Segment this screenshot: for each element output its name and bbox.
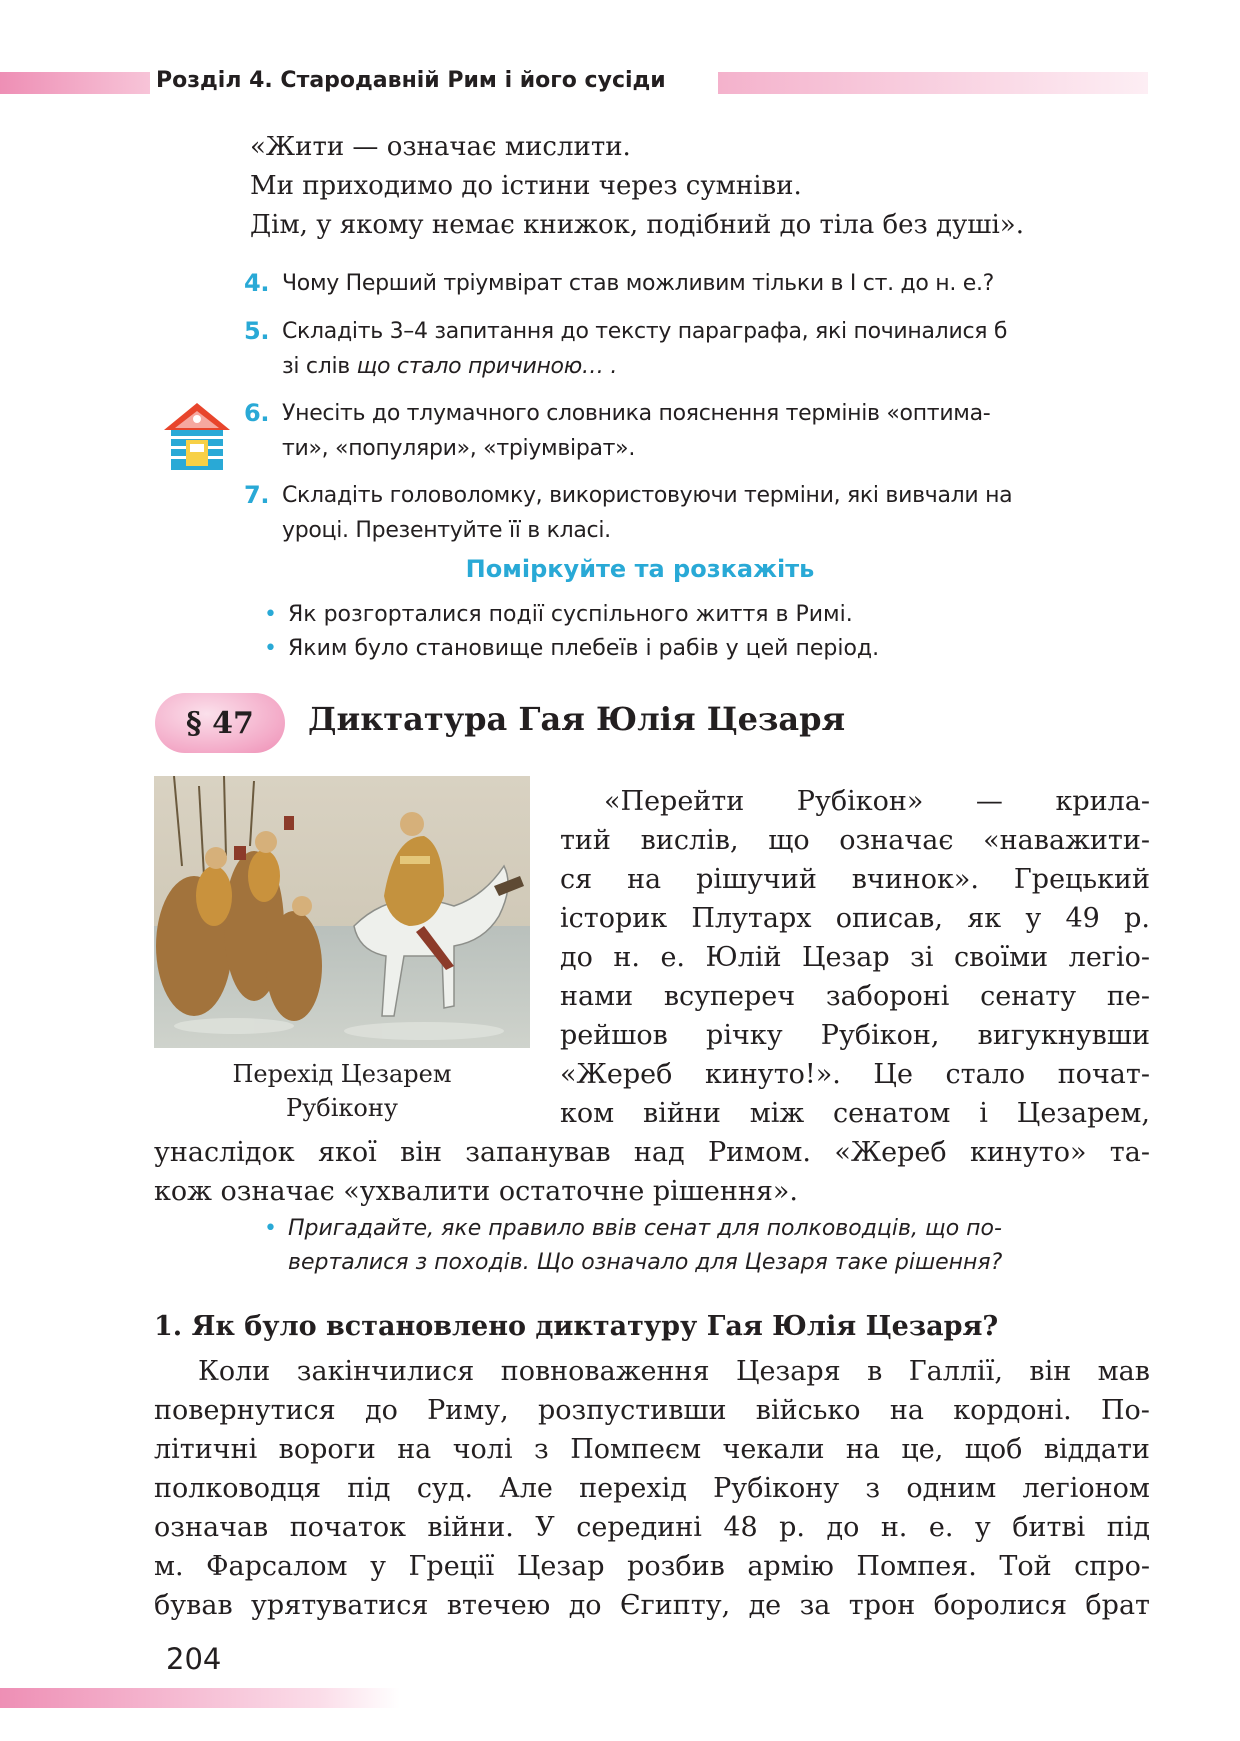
quote-block: [250, 128, 1024, 245]
question-text: Унесіть до тлумачного словника пояснення термінів «оптима-: [282, 401, 991, 426]
quote-line: Ми приходимо до істини через сумніви.: [250, 171, 802, 201]
question-number: 7.: [244, 481, 270, 509]
question-text: Чому Перший тріумвірат став можливим тільки в І ст. до н. е.?: [282, 271, 995, 296]
bullet-dot: •: [264, 1216, 277, 1241]
caesar-crossing-rubicon-illustration: [154, 776, 530, 1048]
question-text: уроці. Презентуйте її в класі.: [282, 518, 611, 543]
text-line: «Перейти Рубікон» — крила-: [604, 786, 1150, 817]
quote-line: Дім, у якому немає книжок, подібний до тіла без душі».: [250, 210, 1024, 240]
footer-decor: [0, 1688, 400, 1708]
bullet-dot: •: [264, 636, 277, 661]
text-line: ся на рішучий вчинок». Грецький: [560, 864, 1150, 895]
question-text: ти», «популяри», «тріумвірат».: [282, 436, 636, 461]
text-line: ком війни між сенатом і Цезарем,: [560, 1098, 1150, 1129]
recall-prompt: [264, 1212, 1003, 1280]
question-4: [244, 266, 995, 301]
header-decor-left: [0, 72, 150, 94]
text-line: м. Фарсалом у Греції Цезар розбив армію Помпея. Той спро-: [154, 1551, 1150, 1582]
quote-line: «Жити — означає мислити.: [250, 132, 631, 162]
recall-line: Пригадайте, яке правило ввів сенат для полководців, що по-: [288, 1216, 1002, 1241]
text-line: бував урятуватися втечею до Єгипту, де за трон боролися брат: [154, 1590, 1150, 1621]
question-7: [244, 478, 1013, 548]
header-decor-right: [718, 72, 1148, 94]
text-line: «Жереб кинуто!». Це стало почат-: [560, 1059, 1150, 1090]
question-text: Складіть 3–4 запитання до тексту параграфа, які починалися б: [282, 319, 1008, 344]
question-5: [244, 314, 1008, 384]
text-line: нами всупереч забороні сенату пе-: [560, 981, 1150, 1012]
caption-line: Перехід Цезарем: [232, 1060, 452, 1088]
text-line: кож означає «ухвалити остаточне рішення».: [154, 1176, 799, 1207]
question-number: 5.: [244, 317, 270, 345]
text-line: до н. е. Юлій Цезар зі своїми легіо-: [560, 942, 1150, 973]
text-line: літичні вороги на чолі з Помпеєм чекали на це, щоб віддати: [154, 1434, 1150, 1465]
paragraph-title: Диктатура Гая Юлія Цезаря: [308, 700, 846, 738]
text-line: Коли закінчилися повноваження Цезаря в Галлії, він мав: [198, 1356, 1150, 1387]
recall-line: верталися з походів. Що означало для Цезаря таке рішення?: [288, 1250, 1003, 1275]
text-line: повернутися до Риму, розпустивши військо на кордоні. По-: [154, 1395, 1150, 1426]
page-number: 204: [166, 1642, 222, 1676]
question-text: зі слів що стало причиною… .: [282, 354, 618, 379]
intro-text-wrapped: [560, 782, 1150, 1133]
text-line: історик Плутарх описав, як у 49 р.: [560, 903, 1150, 934]
question-text: Складіть головоломку, використовуючи терміни, які вивчали на: [282, 483, 1013, 508]
subsection-text: [154, 1352, 1150, 1625]
question-number: 4.: [244, 269, 270, 297]
paragraph-number-badge: § 47: [155, 693, 285, 753]
text-line: означав початок війни. У середині 48 р. до н. е. у битві під: [154, 1512, 1150, 1543]
text-line: унаслідок якої він запанував над Римом. «Жереб кинуто» та-: [154, 1137, 1150, 1168]
illustration-caption: [154, 1057, 530, 1125]
text-line: рейшов річку Рубікон, вигукнувши: [560, 1020, 1150, 1051]
text-line: тий вислів, що означає «наважити-: [560, 825, 1150, 856]
think-bullet: • Як розгорталися події суспільного життя в Римі.: [264, 602, 853, 627]
question-number: 6.: [244, 399, 270, 427]
chapter-title: Розділ 4. Стародавній Рим і його сусіди: [156, 68, 666, 93]
subsection-heading: 1. Як було встановлено диктатуру Гая Юлія Цезаря?: [154, 1311, 999, 1342]
question-6: [244, 396, 991, 466]
intro-text-full: [154, 1133, 1150, 1211]
bullet-dot: •: [264, 602, 277, 627]
house-icon: [160, 400, 234, 474]
think-bullet: • Яким було становище плебеїв і рабів у цей період.: [264, 636, 880, 661]
caption-line: Рубікону: [286, 1094, 398, 1122]
text-line: полководця під суд. Але перехід Рубікону з одним легіоном: [154, 1473, 1150, 1504]
think-section-heading: Поміркуйте та розкажіть: [465, 555, 815, 583]
